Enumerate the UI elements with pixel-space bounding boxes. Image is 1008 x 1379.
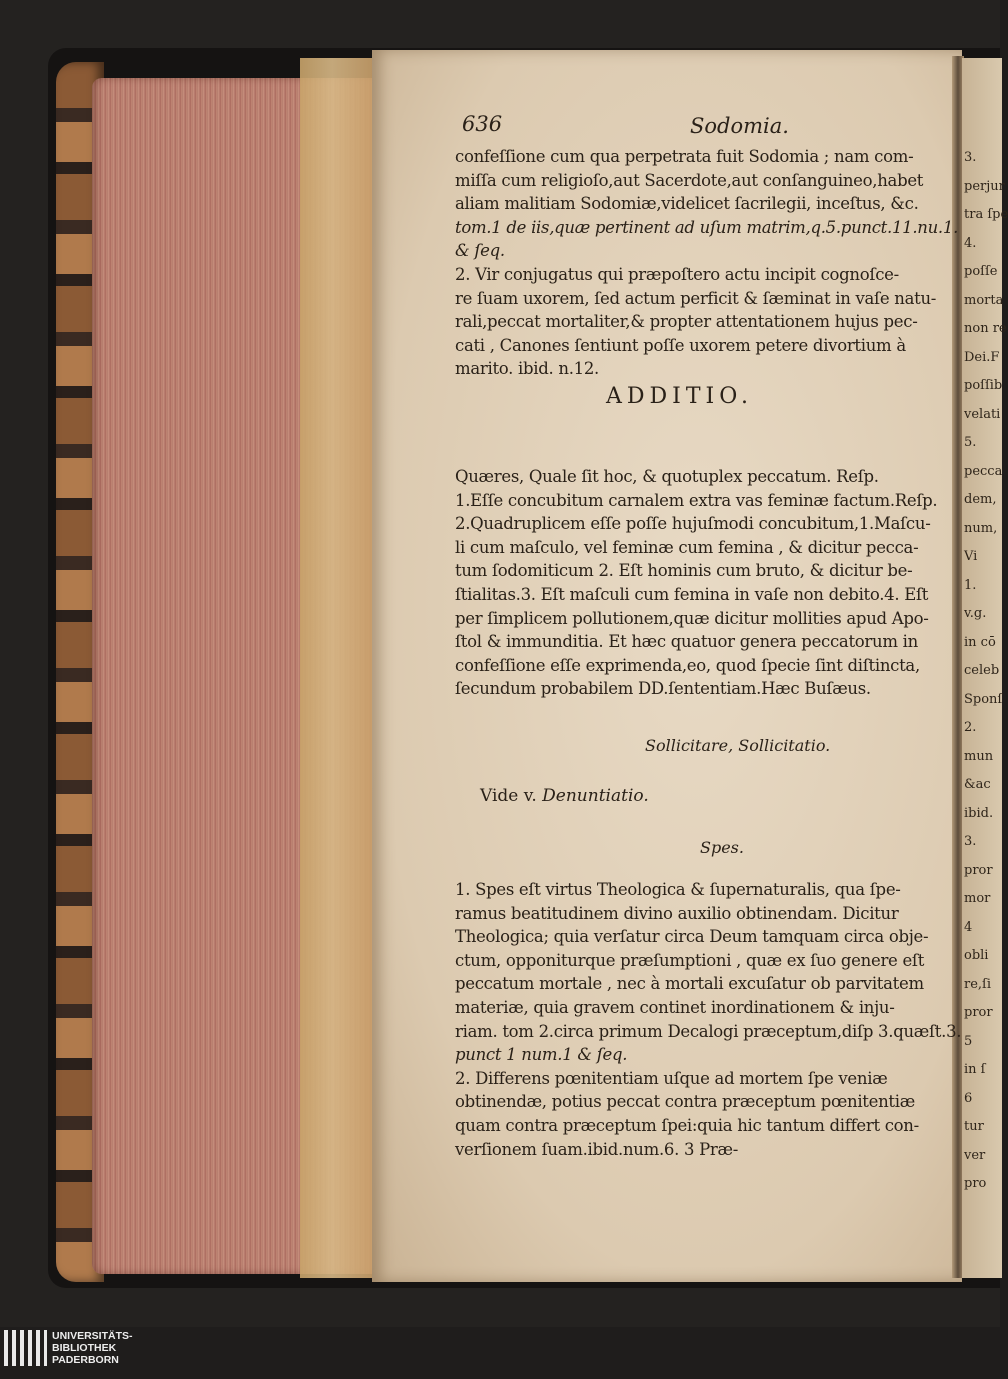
section-heading: ADDITIO.	[606, 384, 753, 409]
facing-page-fragment: Vi	[964, 549, 978, 564]
text-line: 1. Spes eſt virtus Theologica & ſupernaturalis, qua ſpe-	[455, 880, 901, 899]
text-line: materiæ, quia gravem continet inordinationem & inju-	[455, 998, 895, 1017]
text-line: 2. Differens pœnitentiam uſque ad mortem ſpe veniæ	[455, 1068, 888, 1088]
text-line: obtinendæ, potius peccat contra præceptum pœnitentiæ	[455, 1092, 915, 1112]
library-name-line: PADERBORN	[52, 1354, 119, 1366]
text-line: ctum, opponiturque præſumptioni , quæ ex ſuo genere eſt	[455, 950, 925, 970]
text-line: ſtialitas.3. Eſt maſculi cum femina in vaſe non debito.4. Eſt	[455, 585, 929, 604]
page-block-gilt	[300, 58, 380, 1278]
facing-page-fragment: pecca	[964, 463, 1003, 479]
library-name	[52, 1330, 133, 1366]
text-line: punct 1 num.1 & ſeq.	[455, 1045, 628, 1065]
facing-page-fragment: v.g.	[964, 606, 987, 621]
cross-ref-target: Denuntiatio.	[542, 786, 649, 806]
text-line: Quæres, Quale ſit hoc, & quotuplex peccatum. Reſp.	[455, 467, 879, 486]
facing-page-fragment: velati	[964, 406, 1001, 422]
facing-page-fragment: pror	[964, 862, 993, 878]
text-line: confeſſione cum qua perpetrata fuit Sodomia ; nam com-	[455, 147, 914, 166]
facing-page-fragment: tra ſpe	[964, 207, 1008, 222]
facing-page-fragment: mun	[964, 748, 994, 764]
text-line: tom.1 de iis,quæ pertinent ad uſum matrim,q.5.punct.11.nu.1.	[455, 217, 959, 237]
text-line: aliam malitiam Sodomiæ,videlicet ſacrilegii, inceſtus, &c.	[455, 194, 919, 214]
text-line: peccatum mortale , nec à mortali excuſatur ob parvitatem	[455, 974, 924, 994]
cross-reference	[480, 786, 649, 806]
text-line: tum ſodomiticum 2. Eſt hominis cum bruto, & dicitur be-	[455, 561, 913, 581]
facing-page-fragment: num,	[964, 520, 998, 536]
facing-page-fragment: 3.	[964, 150, 977, 165]
text-line: quam contra præceptum ſpei:quia hic tantum differt con-	[455, 1116, 919, 1135]
facing-page-fragment: 5.	[964, 435, 977, 450]
text-line: marito. ibid. n.12.	[455, 359, 599, 379]
facing-page-fragment: poſſib	[964, 378, 1003, 393]
cross-ref-prefix: Vide v.	[480, 786, 537, 806]
text-line: rali,peccat mortaliter,& propter attentationem hujus pec-	[455, 312, 918, 332]
page-number: 636	[462, 112, 503, 136]
text-line: 2.Quadruplicem eſſe poſſe hujuſmodi concubitum,1.Maſcu-	[455, 514, 931, 534]
entry-heading-sollicitare: Sollicitare, Sollicitatio.	[645, 736, 831, 755]
facing-page-fragment: Sponſ	[964, 691, 1003, 707]
footer-bar	[0, 1327, 1000, 1379]
facing-page-fragment: re,ſi	[964, 976, 992, 992]
facing-page-fragment: mor	[964, 891, 991, 906]
facing-page-fragment: 2.	[964, 720, 977, 735]
text-line: miſſa cum religioſo,aut Sacerdote,aut conſanguineo,habet	[455, 170, 924, 190]
text-line: re ſuam uxorem, ſed actum perficit & ſæminat in vaſe natu-	[455, 288, 937, 308]
facing-page-fragment: 6	[964, 1090, 973, 1106]
facing-page-fragment: 3.	[964, 834, 977, 849]
facing-page-fragment: 1.	[964, 577, 977, 593]
text-line: ramus beatitudinem divino auxilio obtinendam. Dicitur	[455, 903, 899, 923]
text-line: ſecundum probabilem DD.ſententiam.Hæc Buſæus.	[455, 679, 871, 699]
facing-page-fragment: 4	[964, 919, 973, 935]
facing-page-fragment: ibid.	[964, 805, 994, 821]
facing-page-fragment: pro	[964, 1176, 987, 1191]
facing-page-fragment: celeb	[964, 663, 1000, 678]
text-line: & ſeq.	[455, 241, 505, 261]
entry-heading-spes: Spes.	[700, 838, 744, 857]
facing-page-fragment: ver	[964, 1147, 986, 1163]
text-line: Theologica; quia verſatur circa Deum tamquam circa obje-	[455, 927, 929, 947]
text-line: cati , Canones ſentiunt poſſe uxorem petere divortium à	[455, 335, 906, 355]
facing-page-fragment: perjur	[964, 178, 1005, 194]
text-line: li cum maſculo, vel feminæ cum femina , & dicitur pecca-	[455, 537, 919, 557]
facing-page-fragment: 5	[964, 1033, 973, 1049]
facing-page	[962, 58, 1008, 1278]
running-title: Sodomia.	[690, 114, 789, 138]
text-line: confeſſione eſſe exprimenda,eo, quod ſpecie ſint diſtincta,	[455, 655, 920, 675]
facing-page-fragment: obli	[964, 948, 989, 963]
text-line: riam. tom 2.circa primum Decalogi præceptum,diſp 3.quæſt.3.	[455, 1021, 962, 1041]
facing-page-fragment: Dei.F	[964, 349, 1000, 365]
text-line: per ſimplicem pollutionem,quæ dicitur mollities apud Apo-	[455, 608, 929, 628]
facing-page-fragment: dem,	[964, 492, 997, 507]
facing-page-fragment: non re	[964, 321, 1007, 336]
facing-page-fragment: tur	[964, 1119, 984, 1134]
facing-page-fragment: poſſe	[964, 264, 998, 279]
facing-page-fragment: morta	[964, 292, 1004, 308]
text-line: 2. Vir conjugatus qui præpoſtero actu incipit cognoſce-	[455, 265, 899, 284]
facing-page-fragment: in ſ	[964, 1062, 986, 1077]
facing-page-fragment: in cō	[964, 634, 996, 650]
facing-page-fragment: 4.	[964, 235, 977, 251]
library-name-line: UNIVERSITÄTS-	[52, 1330, 133, 1342]
library-name-line: BIBLIOTHEK	[52, 1342, 117, 1354]
text-line: 1.Eſſe concubitum carnalem extra vas feminæ factum.Reſp.	[455, 490, 938, 510]
facing-page-fragment: pror	[964, 1005, 993, 1020]
facing-page-fragment: &ac	[964, 777, 991, 792]
text-line: verſionem ſuam.ibid.num.6. 3 Præ-	[455, 1139, 739, 1159]
text-line: ſtol & immunditia. Et hæc quatuor genera peccatorum in	[455, 632, 918, 652]
